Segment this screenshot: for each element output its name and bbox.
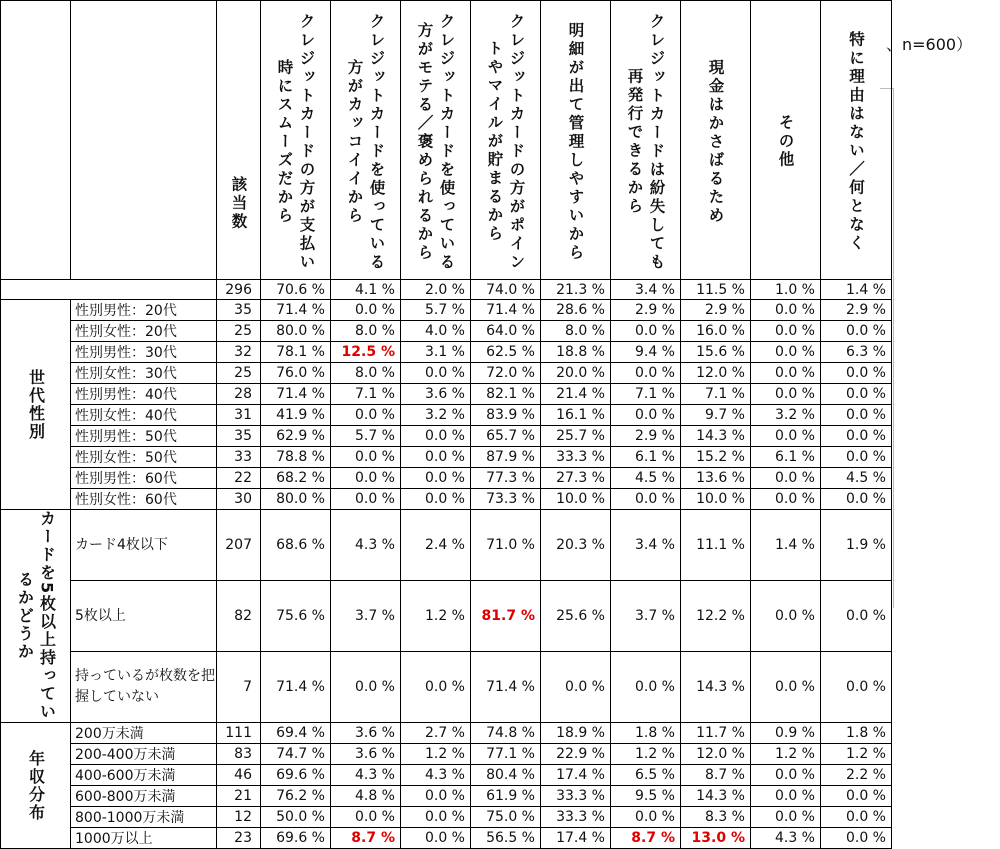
row-label: 200-400万未満 bbox=[71, 744, 217, 765]
group-income-label: 年収分布 bbox=[1, 723, 71, 849]
row-count: 35 bbox=[217, 426, 261, 447]
value-cell: 12.0 % bbox=[681, 744, 751, 765]
value-cell: 0.0 % bbox=[331, 807, 401, 828]
value-cell: 25.7 % bbox=[541, 426, 611, 447]
value-cell: 3.2 % bbox=[751, 405, 821, 426]
value-cell: 0.0 % bbox=[751, 321, 821, 342]
value-cell: 69.6 % bbox=[261, 765, 331, 786]
value-cell: 28.6 % bbox=[541, 300, 611, 321]
table-row bbox=[1, 384, 892, 405]
total-label-cell bbox=[1, 280, 217, 300]
value-cell: 16.1 % bbox=[541, 405, 611, 426]
value-cell: 5.7 % bbox=[401, 300, 471, 321]
value-cell: 14.3 % bbox=[681, 786, 751, 807]
row-label: 200万未満 bbox=[71, 723, 217, 744]
value-cell: 73.3 % bbox=[471, 489, 541, 510]
table-row bbox=[1, 300, 892, 321]
table-row bbox=[1, 744, 892, 765]
value-cell: 4.5 % bbox=[611, 468, 681, 489]
value-cell: 0.0 % bbox=[821, 384, 892, 405]
row-label: 1000万以上 bbox=[71, 828, 217, 849]
value-cell: 18.9 % bbox=[541, 723, 611, 744]
value-cell: 3.6 % bbox=[401, 384, 471, 405]
table-row bbox=[1, 786, 892, 807]
value-cell: 0.0 % bbox=[821, 489, 892, 510]
row-label: 性別男性：50代 bbox=[71, 426, 217, 447]
value-cell: 0.0 % bbox=[401, 807, 471, 828]
value-cell: 4.5 % bbox=[821, 468, 892, 489]
value-cell: 4.0 % bbox=[401, 321, 471, 342]
value-cell: 0.0 % bbox=[821, 426, 892, 447]
value-cell: 0.0 % bbox=[401, 489, 471, 510]
value-cell: 9.7 % bbox=[681, 405, 751, 426]
table-row bbox=[1, 723, 892, 744]
value-cell: 6.1 % bbox=[611, 447, 681, 468]
value-cell: 71.4 % bbox=[261, 652, 331, 723]
table-row bbox=[1, 489, 892, 510]
row-label: 性別男性：20代 bbox=[71, 300, 217, 321]
value-cell: 72.0 % bbox=[471, 363, 541, 384]
value-cell: 78.1 % bbox=[261, 342, 331, 363]
table-row bbox=[1, 828, 892, 849]
row-label: 性別女性：40代 bbox=[71, 405, 217, 426]
row-count: 111 bbox=[217, 723, 261, 744]
value-cell: 0.0 % bbox=[611, 807, 681, 828]
value-cell: 0.0 % bbox=[401, 447, 471, 468]
header-col-9: 特に理由はない／何となく bbox=[821, 1, 892, 280]
value-cell: 68.2 % bbox=[261, 468, 331, 489]
value-cell: 33.3 % bbox=[541, 447, 611, 468]
value-cell: 0.0 % bbox=[751, 489, 821, 510]
value-cell: 7.1 % bbox=[331, 384, 401, 405]
value-cell: 76.2 % bbox=[261, 786, 331, 807]
value-cell: 15.2 % bbox=[681, 447, 751, 468]
value-cell: 0.0 % bbox=[751, 652, 821, 723]
value-cell: 3.1 % bbox=[401, 342, 471, 363]
table-row bbox=[1, 807, 892, 828]
total-value: 3.4 % bbox=[611, 280, 681, 300]
value-cell: 68.6 % bbox=[261, 510, 331, 581]
table-row bbox=[1, 342, 892, 363]
table-row bbox=[1, 468, 892, 489]
value-cell: 77.1 % bbox=[471, 744, 541, 765]
row-label: 性別女性：20代 bbox=[71, 321, 217, 342]
value-cell: 1.8 % bbox=[821, 723, 892, 744]
value-cell: 0.0 % bbox=[821, 807, 892, 828]
value-cell: 20.3 % bbox=[541, 510, 611, 581]
table-row bbox=[1, 426, 892, 447]
row-count: 22 bbox=[217, 468, 261, 489]
value-cell: 0.0 % bbox=[611, 652, 681, 723]
value-cell: 27.3 % bbox=[541, 468, 611, 489]
table-row bbox=[1, 765, 892, 786]
value-cell: 74.8 % bbox=[471, 723, 541, 744]
row-label: 性別男性：60代 bbox=[71, 468, 217, 489]
value-cell: 5.7 % bbox=[331, 426, 401, 447]
value-cell: 8.0 % bbox=[331, 321, 401, 342]
value-cell: 2.9 % bbox=[681, 300, 751, 321]
value-cell: 16.0 % bbox=[681, 321, 751, 342]
value-cell: 8.3 % bbox=[681, 807, 751, 828]
value-cell: 13.0 % bbox=[681, 828, 751, 849]
header-col-6: クレジットカードは紛失しても再発行できるから bbox=[611, 1, 681, 280]
value-cell: 20.0 % bbox=[541, 363, 611, 384]
value-cell: 13.6 % bbox=[681, 468, 751, 489]
total-value: 21.3 % bbox=[541, 280, 611, 300]
row-count: 23 bbox=[217, 828, 261, 849]
row-count: 25 bbox=[217, 321, 261, 342]
total-value: 4.1 % bbox=[331, 280, 401, 300]
value-cell: 0.0 % bbox=[401, 786, 471, 807]
value-cell: 0.0 % bbox=[821, 405, 892, 426]
value-cell: 0.0 % bbox=[821, 581, 892, 652]
row-count: 82 bbox=[217, 581, 261, 652]
row-count: 33 bbox=[217, 447, 261, 468]
value-cell: 0.0 % bbox=[611, 363, 681, 384]
value-cell: 75.0 % bbox=[471, 807, 541, 828]
group-generation-gender-label: 世代性別 bbox=[1, 300, 71, 510]
value-cell: 2.9 % bbox=[611, 300, 681, 321]
value-cell: 71.4 % bbox=[261, 384, 331, 405]
value-cell: 69.4 % bbox=[261, 723, 331, 744]
row-label: 400-600万未満 bbox=[71, 765, 217, 786]
row-label: 性別男性：30代 bbox=[71, 342, 217, 363]
value-cell: 8.0 % bbox=[331, 363, 401, 384]
value-cell: 3.2 % bbox=[401, 405, 471, 426]
row-count: 207 bbox=[217, 510, 261, 581]
table-row bbox=[1, 321, 892, 342]
value-cell: 77.3 % bbox=[471, 468, 541, 489]
value-cell: 0.0 % bbox=[821, 652, 892, 723]
header-row bbox=[1, 1, 892, 280]
value-cell: 87.9 % bbox=[471, 447, 541, 468]
value-cell: 0.0 % bbox=[541, 652, 611, 723]
value-cell: 11.7 % bbox=[681, 723, 751, 744]
value-cell: 0.0 % bbox=[751, 342, 821, 363]
value-cell: 80.0 % bbox=[261, 321, 331, 342]
header-col-4: クレジットカードの方がポイントやマイルが貯まるから bbox=[471, 1, 541, 280]
value-cell: 22.9 % bbox=[541, 744, 611, 765]
value-cell: 12.5 % bbox=[331, 342, 401, 363]
value-cell: 3.6 % bbox=[331, 723, 401, 744]
value-cell: 0.0 % bbox=[821, 447, 892, 468]
value-cell: 9.5 % bbox=[611, 786, 681, 807]
value-cell: 0.0 % bbox=[821, 321, 892, 342]
value-cell: 21.4 % bbox=[541, 384, 611, 405]
value-cell: 0.0 % bbox=[821, 786, 892, 807]
value-cell: 0.0 % bbox=[751, 363, 821, 384]
value-cell: 0.0 % bbox=[331, 652, 401, 723]
value-cell: 0.0 % bbox=[751, 300, 821, 321]
header-col-7: 現金はかさばるため bbox=[681, 1, 751, 280]
value-cell: 0.0 % bbox=[751, 384, 821, 405]
value-cell: 75.6 % bbox=[261, 581, 331, 652]
value-cell: 71.4 % bbox=[471, 652, 541, 723]
value-cell: 65.7 % bbox=[471, 426, 541, 447]
total-row bbox=[1, 280, 892, 300]
value-cell: 6.1 % bbox=[751, 447, 821, 468]
table-body bbox=[1, 280, 892, 849]
value-cell: 1.2 % bbox=[401, 744, 471, 765]
value-cell: 7.1 % bbox=[611, 384, 681, 405]
value-cell: 14.3 % bbox=[681, 426, 751, 447]
table-row bbox=[1, 405, 892, 426]
row-label: 性別女性：50代 bbox=[71, 447, 217, 468]
value-cell: 71.4 % bbox=[261, 300, 331, 321]
row-label: 600-800万未満 bbox=[71, 786, 217, 807]
value-cell: 9.4 % bbox=[611, 342, 681, 363]
value-cell: 3.7 % bbox=[331, 581, 401, 652]
value-cell: 50.0 % bbox=[261, 807, 331, 828]
table-row bbox=[1, 363, 892, 384]
row-label: 5枚以上 bbox=[71, 581, 217, 652]
value-cell: 1.9 % bbox=[821, 510, 892, 581]
value-cell: 0.0 % bbox=[751, 786, 821, 807]
table-row bbox=[1, 510, 892, 581]
value-cell: 0.0 % bbox=[751, 807, 821, 828]
value-cell: 0.0 % bbox=[331, 489, 401, 510]
value-cell: 4.3 % bbox=[751, 828, 821, 849]
value-cell: 2.9 % bbox=[611, 426, 681, 447]
value-cell: 4.3 % bbox=[331, 765, 401, 786]
value-cell: 80.4 % bbox=[471, 765, 541, 786]
row-count: 12 bbox=[217, 807, 261, 828]
total-value: 1.0 % bbox=[751, 280, 821, 300]
row-count: 30 bbox=[217, 489, 261, 510]
row-count: 32 bbox=[217, 342, 261, 363]
table-row bbox=[1, 581, 892, 652]
value-cell: 61.9 % bbox=[471, 786, 541, 807]
value-cell: 1.2 % bbox=[821, 744, 892, 765]
corner-cell-2 bbox=[71, 1, 217, 280]
row-label: 性別男性：40代 bbox=[71, 384, 217, 405]
value-cell: 10.0 % bbox=[681, 489, 751, 510]
row-count: 28 bbox=[217, 384, 261, 405]
header-col-5: 明細が出て管理しやすいから bbox=[541, 1, 611, 280]
value-cell: 62.5 % bbox=[471, 342, 541, 363]
value-cell: 3.6 % bbox=[331, 744, 401, 765]
value-cell: 74.7 % bbox=[261, 744, 331, 765]
value-cell: 33.3 % bbox=[541, 786, 611, 807]
value-cell: 3.7 % bbox=[611, 581, 681, 652]
value-cell: 4.3 % bbox=[331, 510, 401, 581]
value-cell: 15.6 % bbox=[681, 342, 751, 363]
value-cell: 0.0 % bbox=[331, 468, 401, 489]
value-cell: 4.3 % bbox=[401, 765, 471, 786]
table-row bbox=[1, 447, 892, 468]
value-cell: 0.0 % bbox=[821, 363, 892, 384]
value-cell: 4.8 % bbox=[331, 786, 401, 807]
value-cell: 3.4 % bbox=[611, 510, 681, 581]
value-cell: 14.3 % bbox=[681, 652, 751, 723]
value-cell: 1.2 % bbox=[751, 744, 821, 765]
group-card-count-label: カードを5枚以上持っているかどうか bbox=[1, 510, 71, 723]
value-cell: 0.0 % bbox=[751, 581, 821, 652]
value-cell: 0.0 % bbox=[331, 405, 401, 426]
total-count: 296 bbox=[217, 280, 261, 300]
value-cell: 0.0 % bbox=[611, 489, 681, 510]
value-cell: 7.1 % bbox=[681, 384, 751, 405]
value-cell: 25.6 % bbox=[541, 581, 611, 652]
value-cell: 0.0 % bbox=[331, 447, 401, 468]
value-cell: 69.6 % bbox=[261, 828, 331, 849]
value-cell: 71.0 % bbox=[471, 510, 541, 581]
value-cell: 64.0 % bbox=[471, 321, 541, 342]
value-cell: 2.4 % bbox=[401, 510, 471, 581]
value-cell: 10.0 % bbox=[541, 489, 611, 510]
value-cell: 41.9 % bbox=[261, 405, 331, 426]
value-cell: 56.5 % bbox=[471, 828, 541, 849]
value-cell: 2.7 % bbox=[401, 723, 471, 744]
value-cell: 33.3 % bbox=[541, 807, 611, 828]
value-cell: 80.0 % bbox=[261, 489, 331, 510]
row-label: 800-1000万未満 bbox=[71, 807, 217, 828]
row-count: 35 bbox=[217, 300, 261, 321]
value-cell: 0.0 % bbox=[331, 300, 401, 321]
row-count: 46 bbox=[217, 765, 261, 786]
total-value: 70.6 % bbox=[261, 280, 331, 300]
row-label: 性別女性：30代 bbox=[71, 363, 217, 384]
value-cell: 82.1 % bbox=[471, 384, 541, 405]
value-cell: 8.7 % bbox=[331, 828, 401, 849]
sample-size-note: 、n=600） bbox=[886, 35, 973, 54]
header-col-1: クレジットカードの方が支払い時にスムーズだから bbox=[261, 1, 331, 280]
value-cell: 2.2 % bbox=[821, 765, 892, 786]
row-label: 持っているが枚数を把握していない bbox=[71, 652, 217, 723]
value-cell: 12.0 % bbox=[681, 363, 751, 384]
value-cell: 0.0 % bbox=[751, 468, 821, 489]
total-value: 11.5 % bbox=[681, 280, 751, 300]
row-count: 21 bbox=[217, 786, 261, 807]
value-cell: 0.0 % bbox=[821, 828, 892, 849]
total-value: 1.4 % bbox=[821, 280, 892, 300]
value-cell: 0.0 % bbox=[401, 426, 471, 447]
value-cell: 8.0 % bbox=[541, 321, 611, 342]
value-cell: 0.0 % bbox=[401, 828, 471, 849]
value-cell: 8.7 % bbox=[681, 765, 751, 786]
value-cell: 1.4 % bbox=[751, 510, 821, 581]
row-count: 25 bbox=[217, 363, 261, 384]
header-count: 該当数 bbox=[217, 1, 261, 280]
value-cell: 18.8 % bbox=[541, 342, 611, 363]
row-count: 7 bbox=[217, 652, 261, 723]
value-cell: 0.0 % bbox=[611, 405, 681, 426]
value-cell: 12.2 % bbox=[681, 581, 751, 652]
value-cell: 0.0 % bbox=[401, 363, 471, 384]
value-cell: 0.0 % bbox=[751, 426, 821, 447]
frame-line-right bbox=[893, 88, 894, 608]
total-value: 74.0 % bbox=[471, 280, 541, 300]
value-cell: 17.4 % bbox=[541, 828, 611, 849]
value-cell: 81.7 % bbox=[471, 581, 541, 652]
header-col-8: その他 bbox=[751, 1, 821, 280]
corner-cell bbox=[1, 1, 71, 280]
value-cell: 0.9 % bbox=[751, 723, 821, 744]
value-cell: 6.3 % bbox=[821, 342, 892, 363]
value-cell: 2.9 % bbox=[821, 300, 892, 321]
row-label: 性別女性：60代 bbox=[71, 489, 217, 510]
value-cell: 11.1 % bbox=[681, 510, 751, 581]
value-cell: 83.9 % bbox=[471, 405, 541, 426]
row-label: カード4枚以下 bbox=[71, 510, 217, 581]
value-cell: 8.7 % bbox=[611, 828, 681, 849]
table-row bbox=[1, 652, 892, 723]
value-cell: 0.0 % bbox=[751, 765, 821, 786]
total-value: 2.0 % bbox=[401, 280, 471, 300]
value-cell: 0.0 % bbox=[401, 468, 471, 489]
value-cell: 0.0 % bbox=[401, 652, 471, 723]
header-col-3: クレジットカードを使っている方がモテる／褒められるから bbox=[401, 1, 471, 280]
value-cell: 1.2 % bbox=[611, 744, 681, 765]
value-cell: 62.9 % bbox=[261, 426, 331, 447]
value-cell: 1.2 % bbox=[401, 581, 471, 652]
value-cell: 1.8 % bbox=[611, 723, 681, 744]
value-cell: 78.8 % bbox=[261, 447, 331, 468]
row-count: 31 bbox=[217, 405, 261, 426]
value-cell: 0.0 % bbox=[611, 321, 681, 342]
value-cell: 71.4 % bbox=[471, 300, 541, 321]
value-cell: 6.5 % bbox=[611, 765, 681, 786]
value-cell: 76.0 % bbox=[261, 363, 331, 384]
header-col-2: クレジットカードを使っている方がカッコイイから bbox=[331, 1, 401, 280]
row-count: 83 bbox=[217, 744, 261, 765]
value-cell: 17.4 % bbox=[541, 765, 611, 786]
